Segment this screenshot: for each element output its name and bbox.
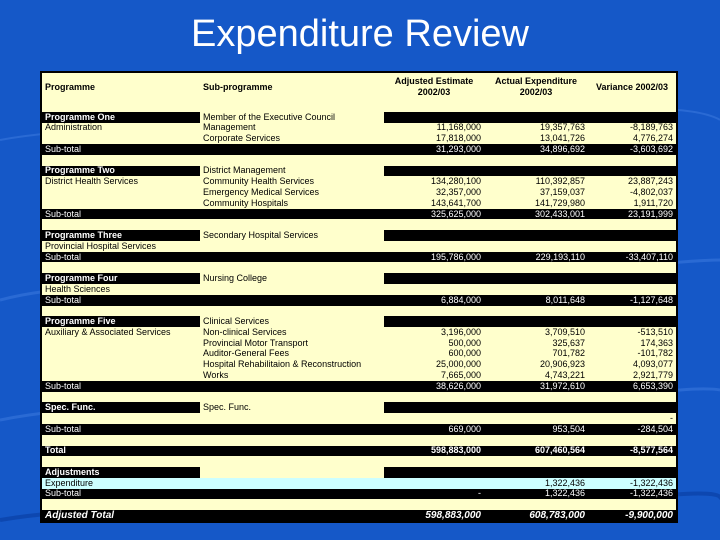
cell-programme: Expenditure [42, 478, 200, 489]
cell-actual-expenditure: 13,041,726 [484, 133, 588, 144]
cell-variance [588, 219, 676, 230]
cell-programme: Programme Three [42, 230, 200, 241]
cell-sub-programme: Auditor-General Fees [200, 349, 384, 360]
cell-sub-programme: Works [200, 370, 384, 381]
cell-actual-expenditure: 607,460,564 [484, 446, 588, 457]
cell-actual-expenditure: 229,193,110 [484, 252, 588, 263]
cell-variance [588, 392, 676, 403]
cell-adjusted-estimate: 38,626,000 [384, 381, 484, 392]
cell-adjusted-estimate: 143,641,700 [384, 198, 484, 209]
cell-variance: 79,464 [645, 316, 673, 327]
cell-adjusted-estimate: 15,346,200 [435, 165, 481, 176]
cell-variance: -284,504 [588, 424, 676, 435]
cell-programme: Sub-total [42, 424, 200, 435]
cell-programme: Total [42, 446, 200, 457]
cell-variance: -3,603,692 [588, 144, 676, 155]
table-row [42, 252, 676, 263]
table-row [42, 219, 676, 230]
cell-variance: -1,127,648 [629, 273, 673, 284]
cell-variance [588, 467, 676, 478]
cell-actual-expenditure: 37,159,037 [484, 187, 588, 198]
cell-adjusted-estimate [384, 392, 484, 403]
table-row [42, 230, 676, 241]
cell-adjusted-estimate: 669,000 [384, 424, 484, 435]
cell-programme: Programme Four [42, 273, 200, 284]
cell-sub-programme [200, 456, 384, 467]
table-body [42, 101, 676, 521]
cell-variance: 174,363 [588, 338, 676, 349]
cell-variance: -33,407,110 [625, 230, 673, 241]
cell-variance: 1,911,720 [588, 198, 676, 209]
table-row [42, 478, 676, 489]
cell-adjusted-estimate: 17,818,000 [384, 133, 484, 144]
cell-programme [42, 133, 200, 144]
cell-adjusted-estimate: 2,397,000 [440, 111, 481, 122]
table-row [42, 338, 676, 349]
cell-adjusted-estimate: 134,280,100 [384, 176, 484, 187]
cell-variance: 4,776,274 [588, 133, 676, 144]
cell-actual-expenditure: 953,504 [484, 424, 588, 435]
cell-programme [42, 262, 200, 273]
cell-sub-programme [200, 499, 384, 510]
table-row [42, 176, 676, 187]
cell-actual-expenditure [484, 467, 588, 478]
cell-actual-expenditure: 953,504 [552, 402, 585, 413]
cell-programme: Spec. Func. [42, 402, 200, 413]
cell-sub-programme: District Management [200, 166, 384, 177]
cell-programme [42, 155, 200, 166]
cell-sub-programme: Community Health Services [200, 176, 384, 187]
cell-sub-programme: Member of the Executive Council [200, 112, 384, 123]
table-row [42, 467, 676, 478]
cell-actual-expenditure [484, 155, 588, 166]
table-row [42, 316, 676, 327]
cell-adjusted-estimate [384, 306, 484, 317]
cell-sub-programme [200, 306, 384, 317]
table-row [42, 499, 676, 510]
cell-programme: Programme Five [42, 316, 200, 327]
cell-variance: -284,504 [637, 402, 673, 413]
cell-sub-programme [200, 381, 384, 392]
table-row [42, 424, 676, 435]
cell-actual-expenditure: 8,011,648 [545, 273, 585, 284]
cell-sub-programme [200, 252, 384, 263]
cell-programme [42, 413, 200, 424]
cell-programme [42, 187, 200, 198]
cell-adjusted-estimate [384, 499, 484, 510]
table-row [42, 273, 676, 284]
table-row [42, 370, 676, 381]
cell-programme [42, 359, 200, 370]
table-header-row [42, 73, 676, 101]
cell-actual-expenditure: 1,322,436 [484, 478, 588, 489]
cell-sub-programme: Clinical Services [200, 316, 384, 327]
cell-adjusted-estimate: 325,625,000 [384, 209, 484, 220]
cell-adjusted-estimate [384, 467, 484, 478]
cell-sub-programme [200, 489, 384, 500]
table-row [42, 446, 676, 457]
table-row [42, 166, 676, 177]
cell-actual-expenditure: 110,392,857 [484, 176, 588, 187]
cell-sub-programme: Spec. Func. [200, 402, 384, 413]
cell-adjusted-estimate: 6,884,000 [440, 273, 481, 284]
cell-variance: 23,887,243 [588, 176, 676, 187]
cell-sub-programme [200, 467, 384, 478]
cell-actual-expenditure: 141,729,980 [484, 198, 588, 209]
cell-programme: Sub-total [42, 381, 200, 392]
cell-actual-expenditure: 3,709,510 [484, 327, 588, 338]
cell-sub-programme: Corporate Services [200, 133, 384, 144]
cell-programme [42, 349, 200, 360]
table-row [42, 402, 676, 413]
cell-actual-expenditure [484, 101, 588, 112]
cell-variance: -1,322,436 [588, 478, 676, 489]
cell-adjusted-estimate: 669,000 [448, 402, 481, 413]
table-row [42, 112, 676, 123]
table-row [42, 381, 676, 392]
cell-variance: -1,322,436 [588, 489, 676, 500]
cell-variance [588, 284, 676, 295]
header-variance: Variance 2002/03 [588, 73, 676, 101]
cell-programme [42, 219, 200, 230]
cell-sub-programme: Secondary Hospital Services [200, 230, 384, 241]
cell-programme: Sub-total [42, 252, 200, 263]
table-row [42, 123, 676, 134]
cell-adjusted-estimate: 7,665,000 [384, 370, 484, 381]
cell-adjusted-estimate: 195,786,000 [384, 252, 484, 263]
cell-variance: -1,127,648 [588, 295, 676, 306]
cell-sub-programme [200, 413, 384, 424]
cell-actual-expenditure: 2,497,204 [544, 111, 585, 122]
cell-actual-expenditure: 302,433,001 [484, 209, 588, 220]
table-row [42, 435, 676, 446]
cell-variance: 2,195,072 [632, 165, 673, 176]
cell-adjusted-estimate: 3,196,000 [384, 327, 484, 338]
table-row [42, 456, 676, 467]
cell-sub-programme [200, 155, 384, 166]
cell-variance [588, 262, 676, 273]
cell-variance: -190,204 [637, 111, 673, 122]
table-row [42, 359, 676, 370]
cell-actual-expenditure [484, 456, 588, 467]
cell-programme: Provincial Hospital Services [42, 241, 200, 252]
cell-variance [588, 456, 676, 467]
cell-adjusted-estimate: 6,884,000 [384, 295, 484, 306]
cell-programme: Sub-total [42, 209, 200, 220]
cell-adjusted-estimate: 25,000,000 [384, 359, 484, 370]
table-row [42, 101, 676, 112]
cell-programme: District Health Services [42, 176, 200, 187]
cell-programme [42, 499, 200, 510]
table-row [42, 295, 676, 306]
cell-programme [42, 392, 200, 403]
header-sub-programme: Sub-programme [200, 73, 384, 101]
cell-adjusted-estimate: - [384, 489, 484, 500]
cell-adjusted-estimate [384, 478, 484, 489]
cell-variance: 6,653,390 [588, 381, 676, 392]
cell-programme: Adjustments [42, 467, 200, 478]
cell-variance [588, 101, 676, 112]
header-adjusted-estimate: Adjusted Estimate 2002/03 [384, 73, 484, 101]
table-row [42, 262, 676, 273]
cell-variance: -4,802,037 [588, 187, 676, 198]
table-row [42, 349, 676, 360]
cell-variance: 23,191,999 [588, 209, 676, 220]
cell-variance: -33,407,110 [588, 252, 676, 263]
cell-actual-expenditure [484, 413, 588, 424]
table-row [42, 198, 676, 209]
cell-variance [588, 499, 676, 510]
cell-adjusted-estimate: 31,293,000 [384, 144, 484, 155]
cell-programme: Auxiliary & Associated Services [42, 327, 200, 338]
table-row [42, 187, 676, 198]
cell-variance: 2,921,779 [588, 370, 676, 381]
cell-actual-expenditure: 1,585,536 [544, 316, 585, 327]
cell-variance [588, 155, 676, 166]
cell-sub-programme: Nursing College [200, 273, 384, 284]
cell-adjusted-estimate [384, 456, 484, 467]
table-row [42, 209, 676, 220]
cell-adjusted-estimate [384, 413, 484, 424]
cell-adjusted-estimate: 598,883,000 [384, 510, 484, 521]
cell-adjusted-estimate: 32,357,000 [384, 187, 484, 198]
cell-actual-expenditure [484, 499, 588, 510]
cell-sub-programme [200, 392, 384, 403]
cell-sub-programme: Provincial Motor Transport [200, 338, 384, 349]
cell-actual-expenditure [484, 435, 588, 446]
cell-adjusted-estimate [384, 241, 484, 252]
cell-sub-programme [200, 262, 384, 273]
expenditure-table [42, 73, 676, 521]
table-row [42, 284, 676, 295]
header-actual-expenditure: Actual Expenditure 2002/03 [484, 73, 588, 101]
cell-programme: Health Sciences [42, 284, 200, 295]
cell-actual-expenditure [484, 241, 588, 252]
cell-actual-expenditure: 701,782 [484, 349, 588, 360]
table-row [42, 144, 676, 155]
cell-programme: Sub-total [42, 144, 200, 155]
cell-variance: -9,900,000 [588, 510, 676, 521]
cell-actual-expenditure: 34,896,692 [484, 144, 588, 155]
cell-actual-expenditure: 229,193,110 [535, 230, 585, 241]
cell-sub-programme [200, 295, 384, 306]
cell-sub-programme [200, 478, 384, 489]
cell-actual-expenditure [484, 219, 588, 230]
cell-sub-programme [200, 446, 384, 457]
cell-sub-programme [200, 144, 384, 155]
cell-variance: 4,093,077 [588, 359, 676, 370]
cell-actual-expenditure: 608,783,000 [484, 510, 588, 521]
cell-variance: -513,510 [588, 327, 676, 338]
cell-variance [588, 306, 676, 317]
cell-adjusted-estimate [384, 219, 484, 230]
cell-actual-expenditure [484, 306, 588, 317]
cell-sub-programme [200, 209, 384, 220]
cell-sub-programme [200, 241, 384, 252]
cell-adjusted-estimate: 600,000 [384, 349, 484, 360]
cell-actual-expenditure: 31,972,610 [484, 381, 588, 392]
cell-adjusted-estimate [384, 262, 484, 273]
cell-actual-expenditure: 20,906,923 [484, 359, 588, 370]
cell-adjusted-estimate: 598,883,000 [384, 446, 484, 457]
table-row [42, 327, 676, 338]
cell-programme [42, 456, 200, 467]
cell-adjusted-estimate: 500,000 [384, 338, 484, 349]
cell-programme: Sub-total [42, 489, 200, 500]
cell-programme: Sub-total [42, 295, 200, 306]
cell-variance: -8,577,564 [588, 446, 676, 457]
cell-programme: Programme Two [42, 166, 200, 177]
table-row [42, 510, 676, 521]
cell-actual-expenditure: 13,151,128 [539, 165, 585, 176]
cell-programme [42, 338, 200, 349]
cell-actual-expenditure: 8,011,648 [484, 295, 588, 306]
cell-sub-programme [200, 219, 384, 230]
cell-variance: -101,782 [588, 349, 676, 360]
cell-actual-expenditure [484, 392, 588, 403]
cell-sub-programme [200, 424, 384, 435]
cell-variance [588, 435, 676, 446]
cell-adjusted-estimate: 195,786,000 [430, 230, 481, 241]
cell-actual-expenditure [484, 284, 588, 295]
cell-sub-programme: Hospital Rehabilitaion & Reconstruction [200, 359, 384, 370]
cell-sub-programme: Management [200, 123, 384, 134]
cell-actual-expenditure: 19,357,763 [484, 123, 588, 134]
table-row [42, 306, 676, 317]
cell-programme: Programme One [42, 112, 200, 123]
cell-sub-programme: Non-clinical Services [200, 327, 384, 338]
cell-programme: Administration [42, 123, 200, 134]
cell-adjusted-estimate [384, 155, 484, 166]
cell-adjusted-estimate [384, 284, 484, 295]
slide-title: Expenditure Review [191, 13, 529, 55]
cell-sub-programme [200, 510, 384, 521]
cell-variance: -8,189,763 [588, 123, 676, 134]
cell-sub-programme [200, 101, 384, 112]
cell-actual-expenditure: 4,743,221 [484, 370, 588, 381]
cell-programme [42, 101, 200, 112]
cell-programme [42, 435, 200, 446]
header-programme: Programme [42, 73, 200, 101]
cell-sub-programme [200, 284, 384, 295]
table-row [42, 155, 676, 166]
cell-sub-programme: Community Hospitals [200, 198, 384, 209]
cell-adjusted-estimate [384, 101, 484, 112]
cell-programme [42, 306, 200, 317]
table-row [42, 133, 676, 144]
cell-variance [588, 241, 676, 252]
cell-sub-programme [200, 435, 384, 446]
cell-variance: - [588, 413, 676, 424]
table-row [42, 392, 676, 403]
table-row [42, 241, 676, 252]
cell-programme [42, 198, 200, 209]
cell-programme [42, 370, 200, 381]
table-row [42, 489, 676, 500]
expenditure-table-container [40, 71, 678, 523]
table-row [42, 413, 676, 424]
cell-sub-programme: Emergency Medical Services [200, 187, 384, 198]
cell-programme: Adjusted Total [42, 510, 200, 521]
cell-actual-expenditure: 325,637 [484, 338, 588, 349]
cell-actual-expenditure [484, 262, 588, 273]
cell-actual-expenditure: 1,322,436 [484, 489, 588, 500]
cell-adjusted-estimate [384, 435, 484, 446]
cell-adjusted-estimate: 1,665,000 [440, 316, 481, 327]
cell-adjusted-estimate: 11,168,000 [384, 123, 484, 134]
